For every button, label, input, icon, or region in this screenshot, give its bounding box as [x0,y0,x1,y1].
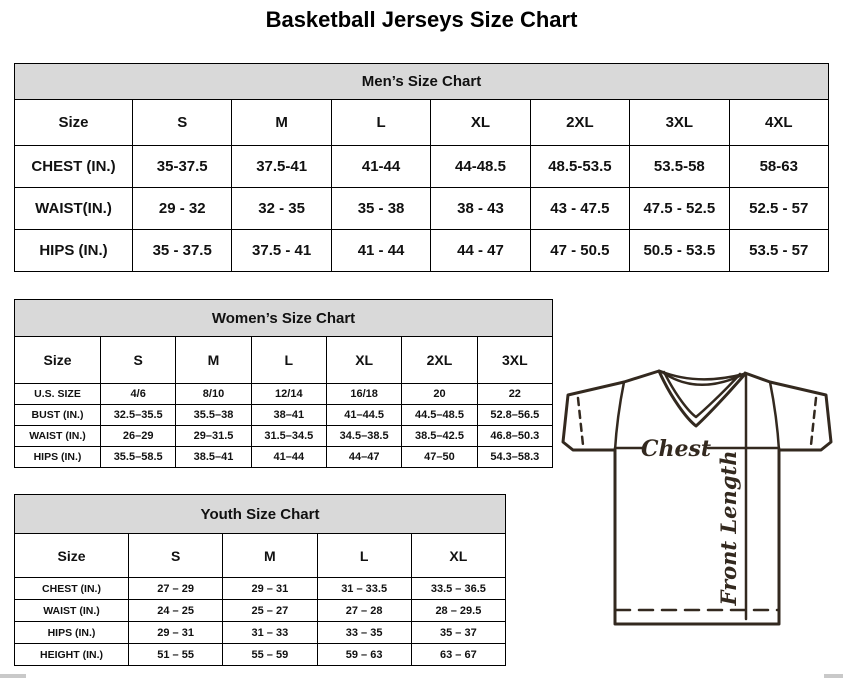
men-value-cell: 50.5 - 53.5 [630,230,729,272]
men-value-cell: 44-48.5 [431,146,530,188]
women-value-cell: 38.5–42.5 [402,426,477,447]
chest-label: Chest [640,436,712,462]
women-value-cell: 35.5–58.5 [101,447,176,468]
women-table-title: Women’s Size Chart [15,300,553,337]
women-value-cell: 54.3–58.3 [477,447,552,468]
men-table-row [15,188,829,230]
men-table-row [15,146,829,188]
men-column-header: 4XL [729,100,828,146]
youth-value-cell: 55 – 59 [223,644,317,666]
men-value-cell: 37.5 - 41 [232,230,331,272]
women-value-cell: 41–44 [251,447,326,468]
women-value-cell: 38.5–41 [176,447,251,468]
men-column-header: 3XL [630,100,729,146]
women-value-cell: 31.5–34.5 [251,426,326,447]
page-title: Basketball Jerseys Size Chart [265,7,578,32]
women-value-cell: 8/10 [176,384,251,405]
youth-value-cell: 33 – 35 [317,622,411,644]
youth-size-table [14,494,506,666]
women-value-cell: 20 [402,384,477,405]
women-column-header: XL [326,337,401,384]
men-value-cell: 32 - 35 [232,188,331,230]
women-value-cell: 38–41 [251,405,326,426]
jersey-measurement-diagram [556,362,843,632]
men-value-cell: 29 - 32 [133,188,232,230]
youth-column-header: XL [411,534,505,578]
youth-value-cell: 31 – 33.5 [317,578,411,600]
women-value-cell: 32.5–35.5 [101,405,176,426]
women-column-header: L [251,337,326,384]
mens-size-table [14,63,829,272]
women-table-row [15,405,553,426]
youth-column-header: S [129,534,223,578]
women-row-label: U.S. SIZE [15,384,101,405]
youth-column-header: L [317,534,411,578]
youth-value-cell: 31 – 33 [223,622,317,644]
women-value-cell: 44–47 [326,447,401,468]
women-column-header: 3XL [477,337,552,384]
womens-size-table [14,299,553,468]
men-column-header: M [232,100,331,146]
youth-row-label: WAIST (IN.) [15,600,129,622]
youth-value-cell: 33.5 – 36.5 [411,578,505,600]
men-value-cell: 35-37.5 [133,146,232,188]
men-column-header: Size [15,100,133,146]
women-value-cell: 52.8–56.5 [477,405,552,426]
women-value-cell: 29–31.5 [176,426,251,447]
women-column-header: Size [15,337,101,384]
men-row-label: WAIST(IN.) [15,188,133,230]
men-column-header: S [133,100,232,146]
women-value-cell: 34.5–38.5 [326,426,401,447]
youth-value-cell: 59 – 63 [317,644,411,666]
women-column-header: 2XL [402,337,477,384]
women-value-cell: 12/14 [251,384,326,405]
women-table-row [15,426,553,447]
youth-table-row [15,644,506,666]
women-value-cell: 47–50 [402,447,477,468]
men-value-cell: 41-44 [331,146,430,188]
women-value-cell: 22 [477,384,552,405]
men-value-cell: 47 - 50.5 [530,230,629,272]
women-value-cell: 41–44.5 [326,405,401,426]
men-value-cell: 47.5 - 52.5 [630,188,729,230]
youth-value-cell: 29 – 31 [129,622,223,644]
youth-row-label: HIPS (IN.) [15,622,129,644]
women-row-label: HIPS (IN.) [15,447,101,468]
youth-value-cell: 28 – 29.5 [411,600,505,622]
women-value-cell: 46.8–50.3 [477,426,552,447]
youth-value-cell: 27 – 29 [129,578,223,600]
youth-row-label: HEIGHT (IN.) [15,644,129,666]
men-row-label: CHEST (IN.) [15,146,133,188]
youth-table-row [15,600,506,622]
women-table-row [15,447,553,468]
women-table-row [15,384,553,405]
youth-row-label: CHEST (IN.) [15,578,129,600]
men-value-cell: 52.5 - 57 [729,188,828,230]
men-value-cell: 43 - 47.5 [530,188,629,230]
men-column-header: 2XL [530,100,629,146]
jersey-outline-shape [563,371,831,624]
men-value-cell: 53.5 - 57 [729,230,828,272]
men-value-cell: 35 - 37.5 [133,230,232,272]
women-row-label: WAIST (IN.) [15,426,101,447]
women-value-cell: 44.5–48.5 [402,405,477,426]
women-value-cell: 16/18 [326,384,401,405]
scrollbar-right-nub[interactable] [824,674,843,678]
women-row-label: BUST (IN.) [15,405,101,426]
youth-table-row [15,578,506,600]
front-length-label: Front Length [716,450,741,606]
youth-column-header: M [223,534,317,578]
women-column-header: S [101,337,176,384]
youth-column-header: Size [15,534,129,578]
youth-value-cell: 63 – 67 [411,644,505,666]
men-value-cell: 58-63 [729,146,828,188]
women-column-header: M [176,337,251,384]
youth-value-cell: 51 – 55 [129,644,223,666]
youth-table-row [15,622,506,644]
youth-value-cell: 27 – 28 [317,600,411,622]
youth-value-cell: 29 – 31 [223,578,317,600]
men-column-header: L [331,100,430,146]
men-table-row [15,230,829,272]
scrollbar-left-nub[interactable] [0,674,26,678]
youth-value-cell: 24 – 25 [129,600,223,622]
men-value-cell: 35 - 38 [331,188,430,230]
men-value-cell: 37.5-41 [232,146,331,188]
women-value-cell: 4/6 [101,384,176,405]
women-value-cell: 26–29 [101,426,176,447]
men-table-title: Men’s Size Chart [15,64,829,100]
men-row-label: HIPS (IN.) [15,230,133,272]
men-value-cell: 38 - 43 [431,188,530,230]
men-column-header: XL [431,100,530,146]
men-value-cell: 44 - 47 [431,230,530,272]
women-value-cell: 35.5–38 [176,405,251,426]
youth-value-cell: 25 – 27 [223,600,317,622]
men-value-cell: 48.5-53.5 [530,146,629,188]
men-value-cell: 53.5-58 [630,146,729,188]
men-value-cell: 41 - 44 [331,230,430,272]
youth-table-title: Youth Size Chart [15,495,506,534]
youth-value-cell: 35 – 37 [411,622,505,644]
